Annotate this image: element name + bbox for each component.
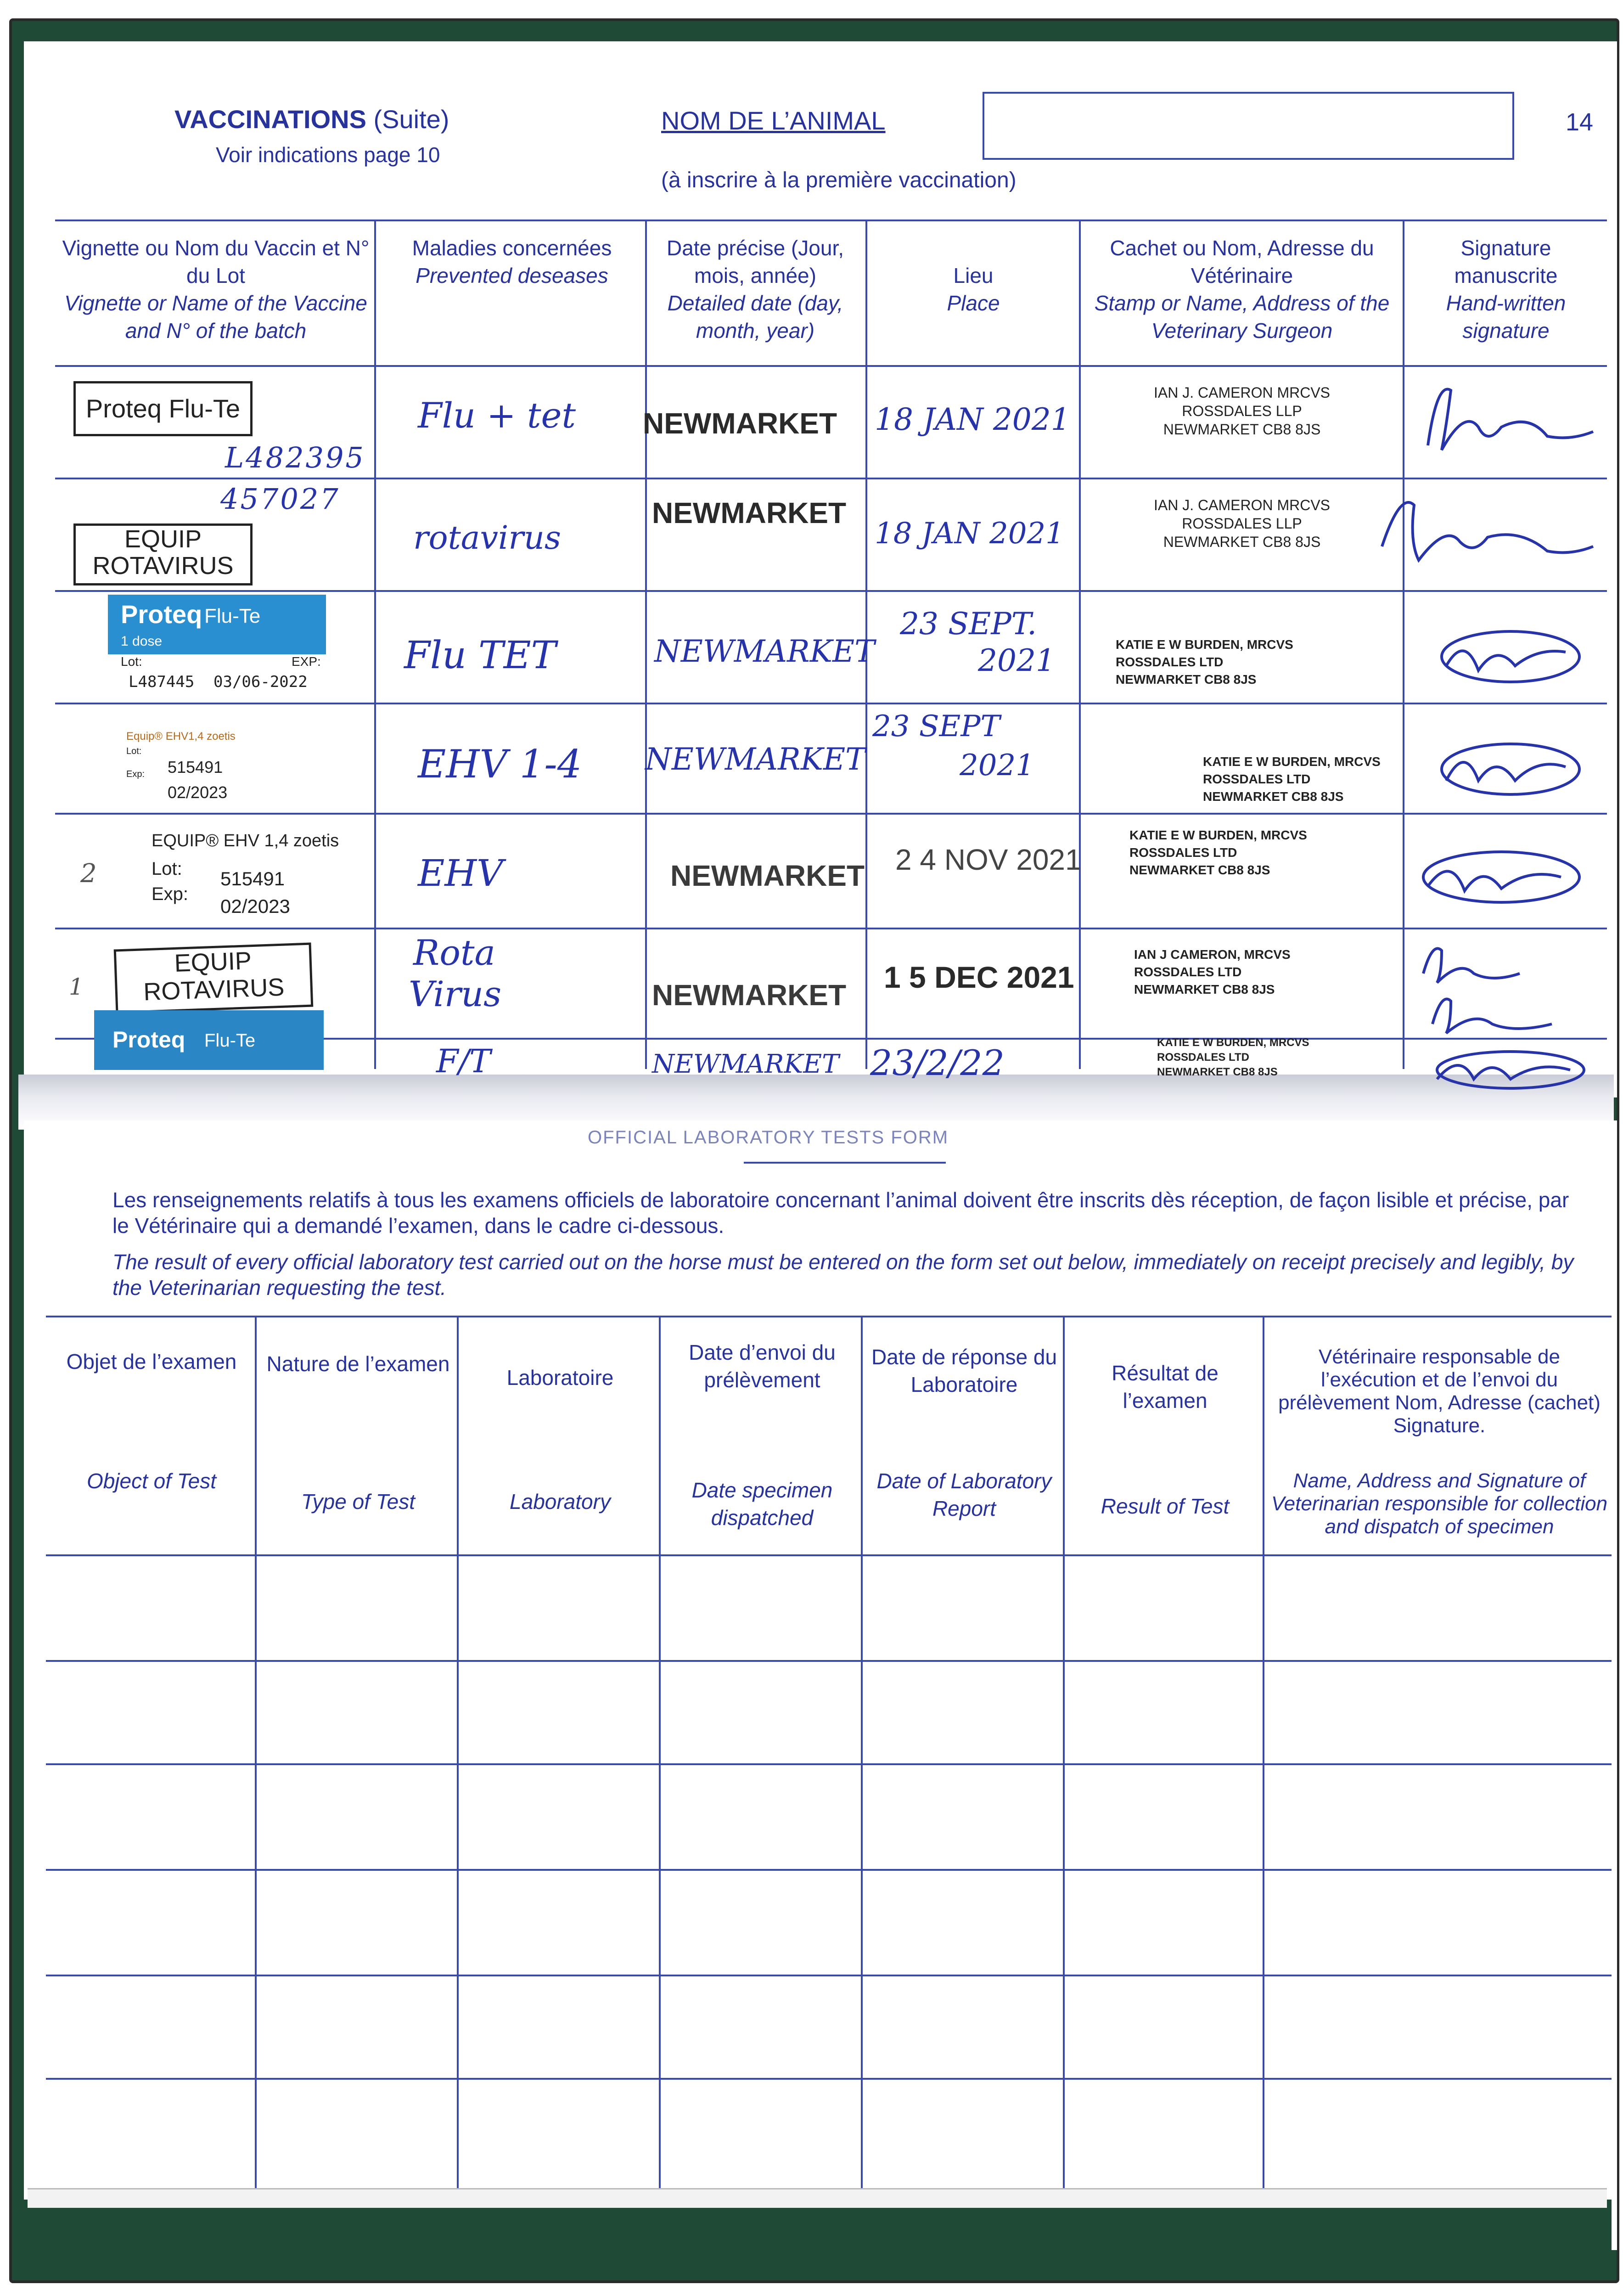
sticker-brand: Proteq xyxy=(112,1027,185,1052)
place-stamp: NEWMARKET xyxy=(652,979,847,1012)
vet-signature xyxy=(1410,372,1602,464)
sticker-dose: 1 dose xyxy=(121,634,163,649)
vacc-table-top xyxy=(55,219,1607,221)
col-fr: Objet de l’examen xyxy=(66,1350,237,1373)
disease-handwritten: EHV xyxy=(418,852,503,895)
vet-address: NEWMARKET CB8 8JS xyxy=(1157,1066,1278,1078)
date-handwritten-year: 2021 xyxy=(960,748,1034,782)
exp-label: Exp: xyxy=(126,769,145,779)
col-en: Place xyxy=(947,291,1000,315)
col-en: Date specimen dispatched xyxy=(691,1478,833,1530)
lab-instructions-fr: Les renseignements relatifs à tous les examens officiels de laboratoire concernant l’animal doivent être inscrits dès réception, de façon lisible et précise, par le Vétérinaire qui a demandé l’examen, dans le cadre ci-dessous. xyxy=(112,1188,1569,1238)
vacc-col-header-vet xyxy=(1084,234,1400,344)
lab-row-line xyxy=(46,1869,1612,1871)
vet-practice: ROSSDALES LLP xyxy=(1182,515,1302,532)
exp-label: Exp: xyxy=(152,884,189,904)
lab-col-header-veterinarian xyxy=(1269,1345,1609,1538)
lab-header-bottom xyxy=(46,1554,1612,1556)
vet-signature xyxy=(1410,836,1602,918)
vet-name: KATIE E W BURDEN, MRCVS xyxy=(1203,754,1381,769)
equip-ehv-sticker xyxy=(117,726,269,810)
lab-instructions-en: The result of every official laboratory test carried out on the horse must be entered on the form set out below, immediately on receipt precisely and legibly, by the Veterinarian requesting the test. xyxy=(112,1250,1574,1300)
vet-name: KATIE E W BURDEN, MRCVS xyxy=(1129,828,1307,842)
lab-row-line xyxy=(46,2078,1612,2080)
vacc-col-line xyxy=(1403,219,1404,1069)
col-fr: Laboratoire xyxy=(506,1366,614,1390)
exp-value: 03/06-2022 xyxy=(213,673,308,691)
sticker-product: Flu-Te xyxy=(204,1030,256,1051)
vet-signature xyxy=(1373,482,1602,574)
vaccine-label-equip-rotavirus xyxy=(73,523,253,585)
col-fr: Date d’envoi du prélèvement xyxy=(689,1340,836,1392)
date-handwritten: 23 SEPT xyxy=(872,709,1000,743)
disease-handwritten-2: Virus xyxy=(409,974,502,1014)
vacc-col-header-date xyxy=(650,234,861,344)
lab-col-header-type xyxy=(262,1350,455,1515)
vacc-col-header-signature xyxy=(1407,234,1605,344)
vet-stamp xyxy=(1203,753,1400,805)
lot-value: 515491 xyxy=(168,758,223,777)
col-en: Type of Test xyxy=(301,1490,415,1514)
animal-name-note: (à inscrire à la première vaccination) xyxy=(661,168,1016,192)
vacc-col-line xyxy=(1079,219,1081,1069)
heading-suffix: (Suite) xyxy=(373,105,449,134)
col-fr: Vétérinaire responsable de l’exécution et de l’envoi du prélèvement Nom, Adresse (cachet) Signature. xyxy=(1278,1345,1601,1437)
vet-stamp xyxy=(1129,827,1327,879)
place-handwritten: NEWMARKET xyxy=(654,634,875,669)
lab-col-header-result xyxy=(1070,1359,1260,1520)
animal-name-label: NOM DE L’ANIMAL xyxy=(661,106,886,135)
vet-practice: ROSSDALES LLP xyxy=(1182,403,1302,419)
place-stamp: NEWMARKET xyxy=(643,407,837,440)
cover-bottom-edge xyxy=(18,2200,1612,2268)
vacc-col-header-place xyxy=(870,262,1077,317)
vacc-col-header-vaccine xyxy=(60,234,372,344)
col-fr: Maladies concernées xyxy=(412,236,612,260)
vet-stamp xyxy=(1134,946,1331,998)
lab-section-title: OFFICIAL LABORATORY TESTS FORM xyxy=(588,1127,949,1148)
vet-address: NEWMARKET CB8 8JS xyxy=(1203,789,1344,804)
lab-row-line xyxy=(46,1660,1612,1662)
col-en: Hand-written signature xyxy=(1446,291,1566,343)
disease-handwritten: EHV 1-4 xyxy=(418,742,582,787)
date-stamp: 2 4 NOV 2021 xyxy=(895,843,1082,876)
vet-practice: ROSSDALES LTD xyxy=(1129,845,1237,860)
vet-stamp xyxy=(1116,636,1318,688)
proteq-sticker xyxy=(108,595,326,654)
lab-row-line xyxy=(46,1975,1612,1976)
vet-address: NEWMARKET CB8 8JS xyxy=(1134,982,1275,996)
col-en: Prevented deseases xyxy=(416,264,608,287)
vacc-row-line xyxy=(55,928,1607,929)
vacc-row-line xyxy=(55,590,1607,592)
lab-row-line xyxy=(46,1763,1612,1765)
col-en: Object of Test xyxy=(86,1469,217,1493)
vet-stamp xyxy=(1157,1035,1354,1080)
disease-handwritten: Flu + tet xyxy=(418,395,576,436)
lab-row-empty[interactable] xyxy=(48,1977,1609,2077)
exp-value: 02/2023 xyxy=(168,783,228,802)
place-stamp: NEWMARKET xyxy=(652,496,847,529)
date-handwritten: 23/2/22 xyxy=(870,1042,1005,1083)
exp-value: 02/2023 xyxy=(220,895,290,917)
vet-name: IAN J CAMERON, MRCVS xyxy=(1134,947,1291,962)
disease-handwritten: Flu TET xyxy=(404,634,556,677)
vet-name: IAN J. CAMERON MRCVS xyxy=(1153,497,1331,513)
lot-value: 515491 xyxy=(220,868,285,889)
col-fr: Date de réponse du Laboratoire xyxy=(871,1345,1057,1396)
date-handwritten-year: 2021 xyxy=(978,643,1055,678)
label-line: EQUIP xyxy=(174,947,252,977)
place-stamp: NEWMARKET xyxy=(670,859,865,892)
proteq-sticker-lot xyxy=(108,654,326,700)
vacc-header-bottom xyxy=(55,365,1607,367)
vet-signature xyxy=(1428,726,1602,808)
lab-col-header-object xyxy=(55,1348,248,1495)
printed-product: EQUIP® EHV 1,4 zoetis xyxy=(152,831,339,850)
sticker-brand: Proteq xyxy=(121,600,202,629)
heading-subtitle: Voir indications page 10 xyxy=(216,143,440,167)
row-mark: 1 xyxy=(69,974,84,1000)
batch-number: 457027 xyxy=(220,482,340,516)
col-en: Name, Address and Signature of Veterinarian responsible for collection and dispatch of specimen xyxy=(1271,1469,1608,1538)
page-bottom-edge xyxy=(28,2188,1607,2208)
vet-stamp xyxy=(1093,383,1391,439)
lot-label: Lot: xyxy=(152,859,182,879)
vet-practice: ROSSDALES LTD xyxy=(1134,965,1242,979)
lot-label: Lot: xyxy=(121,654,142,669)
col-en: Result of Test xyxy=(1101,1494,1230,1518)
vaccine-label-proteq: Proteq Flu-Te xyxy=(73,381,253,436)
col-en: Vignette or Name of the Vaccine and N° of the batch xyxy=(64,291,367,343)
vet-name: KATIE E W BURDEN, MRCVS xyxy=(1157,1036,1309,1049)
vet-address: NEWMARKET CB8 8JS xyxy=(1163,534,1321,550)
row-mark: 2 xyxy=(80,859,97,889)
lab-col-header-dispatched xyxy=(666,1339,859,1531)
vacc-col-line xyxy=(645,219,647,1069)
lab-row-empty[interactable] xyxy=(48,1662,1609,1762)
vet-signature xyxy=(1419,1042,1602,1093)
label-line: ROTAVIRUS xyxy=(92,552,234,580)
place-handwritten: NEWMARKET xyxy=(652,1049,839,1079)
lot-label: Lot: xyxy=(126,746,142,756)
lab-row-empty[interactable] xyxy=(48,1766,1609,1868)
proteq-sticker xyxy=(94,1010,324,1070)
vet-address: NEWMARKET CB8 8JS xyxy=(1163,421,1321,438)
vet-practice: ROSSDALES LTD xyxy=(1157,1051,1249,1064)
disease-handwritten: rotavirus xyxy=(413,519,561,557)
vet-address: NEWMARKET CB8 8JS xyxy=(1129,863,1270,877)
vet-practice: ROSSDALES LTD xyxy=(1116,655,1224,669)
lab-row-empty[interactable] xyxy=(48,1557,1609,1659)
vet-practice: ROSSDALES LTD xyxy=(1203,772,1311,786)
sticker-product: Flu-Te xyxy=(204,605,261,627)
col-en: Stamp or Name, Address of the Veterinary Surgeon xyxy=(1094,291,1390,343)
label-line: EQUIP xyxy=(124,525,202,553)
date-handwritten: 18 JAN 2021 xyxy=(875,402,1070,437)
col-en: Detailed date (day, month, year) xyxy=(667,291,843,343)
exp-label: EXP: xyxy=(292,654,321,669)
col-fr: Date précise (Jour, mois, année) xyxy=(666,236,844,287)
col-fr: Résultat de l’examen xyxy=(1112,1361,1219,1412)
col-fr: Vignette ou Nom du Vaccin et N° du Lot xyxy=(62,236,370,287)
disease-handwritten: F/T xyxy=(436,1042,491,1080)
vet-address: NEWMARKET CB8 8JS xyxy=(1116,672,1257,687)
animal-name-field[interactable] xyxy=(983,92,1514,160)
page-heading xyxy=(174,103,680,135)
label-line: ROTAVIRUS xyxy=(143,973,285,1006)
vacc-col-line xyxy=(374,219,376,1069)
place-handwritten: NEWMARKET xyxy=(645,742,866,777)
lab-table-top xyxy=(46,1316,1612,1317)
vet-name: IAN J. CAMERON MRCVS xyxy=(1153,384,1331,401)
vacc-col-header-diseases xyxy=(381,234,643,289)
date-handwritten: 23 SEPT. xyxy=(900,606,1037,642)
vet-name: KATIE E W BURDEN, MRCVS xyxy=(1116,637,1293,652)
lab-title-underline xyxy=(744,1162,946,1164)
heading-title: VACCINATIONS xyxy=(174,105,366,134)
sticker-name: Equip® EHV1,4 zoetis xyxy=(126,730,236,743)
vaccine-label-equip-rotavirus xyxy=(114,943,314,1014)
col-fr: Nature de l’examen xyxy=(266,1352,450,1376)
date-handwritten: 18 JAN 2021 xyxy=(875,517,1064,551)
page-number: 14 xyxy=(1566,108,1594,136)
lab-row-empty[interactable] xyxy=(48,1871,1609,1973)
disease-handwritten: Rota xyxy=(413,932,495,973)
vacc-row-line xyxy=(55,813,1607,815)
batch-number: L482395 xyxy=(225,441,365,474)
date-stamp: 1 5 DEC 2021 xyxy=(884,960,1074,994)
vet-signature xyxy=(1428,615,1602,698)
col-en: Date of Laboratory Report xyxy=(876,1469,1052,1520)
vacc-row-line xyxy=(55,478,1607,479)
vet-stamp xyxy=(1093,496,1391,551)
col-fr: Lieu xyxy=(953,264,994,287)
lab-col-header-report-date xyxy=(868,1343,1061,1522)
lab-col-header-laboratory xyxy=(464,1364,657,1515)
lot-value: L487445 xyxy=(129,673,195,691)
col-en: Laboratory xyxy=(510,1490,611,1514)
col-fr: Signature manuscrite xyxy=(1454,236,1558,287)
col-fr: Cachet ou Nom, Adresse du Vétérinaire xyxy=(1110,236,1374,287)
vacc-row-line xyxy=(55,703,1607,704)
vet-signature xyxy=(1414,932,1598,1042)
